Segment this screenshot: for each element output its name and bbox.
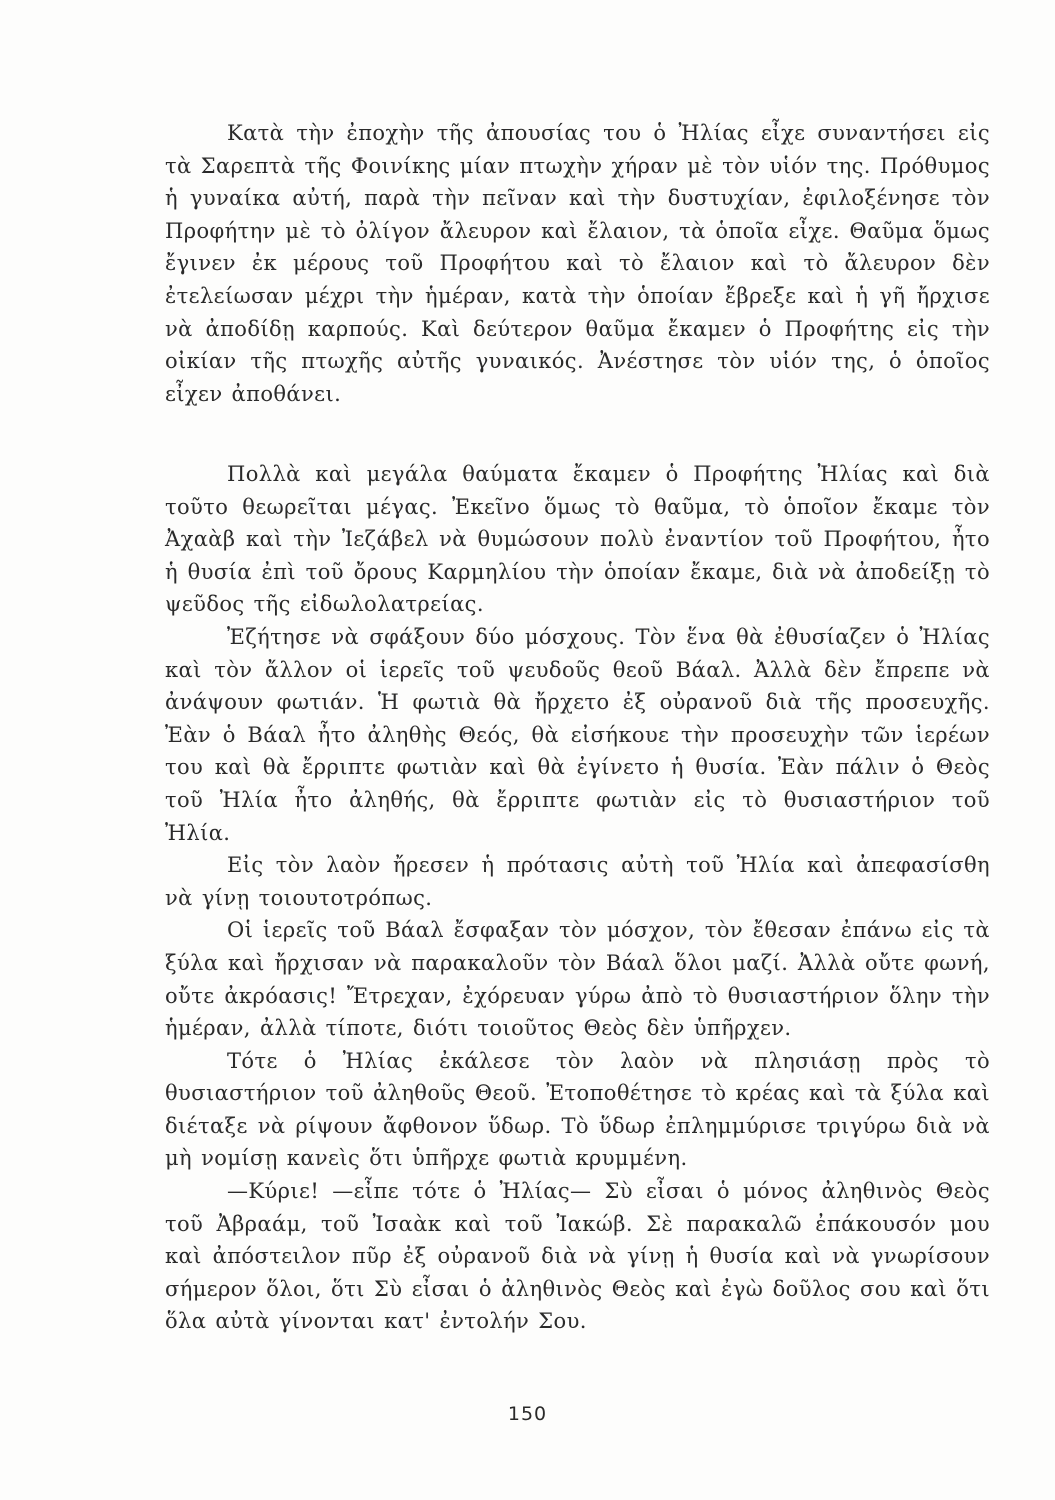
paragraph: Πολλὰ καὶ μεγάλα θαύματα ἔκαμεν ὁ Προφήτης Ἠλίας καὶ διὰ τοῦτο θεωρεῖται μέγας. Ἐκεῖνο ὅμως τὸ θαῦμα, τὸ ὁποῖον ἔκαμε τὸν Ἀχαὰβ καὶ τὴν Ἰεζάβελ νὰ θυμώσουν πολὺ ἐναντίον τοῦ Προφήτου, ἦτο ἡ θυσία ἐπὶ τοῦ ὄρους Καρμηλίου τὴν ὁποίαν ἔκαμε, διὰ νὰ ἀποδείξῃ τὸ ψεῦδος τῆς εἰδωλολατρείας. <box>165 462 990 617</box>
paragraph: Κατὰ τὴν ἐποχὴν τῆς ἀπουσίας του ὁ Ἠλίας εἶχε συναντήσει εἰς τὰ Σαρεπτὰ τῆς Φοινίκης μίαν πτωχὴν χήραν μὲ τὸν υἱόν της. Πρόθυμος ἡ γυναίκα αὐτή, παρὰ τὴν πεῖναν καὶ τὴν δυστυχίαν, ἐφιλοξένησε τὸν Προφήτην μὲ τὸ ὀλίγον ἄλευρον καὶ ἔλαιον, τὰ ὁποῖα εἶχε. Θαῦμα ὅμως ἔγινεν ἐκ μέρους τοῦ Προφήτου καὶ τὸ ἔλαιον καὶ τὸ ἄλευρον δὲν ἐτελείωσαν μέχρι τὴν ἡμέραν, κατὰ τὴν ὁποίαν ἔβρεξε καὶ ἡ γῆ ἤρχισε νὰ ἀποδίδῃ καρπούς. Καὶ δεύτερον θαῦμα ἔκαμεν ὁ Προφήτης εἰς τὴν οἰκίαν τῆς πτωχῆς αὐτῆς γυναικός. Ἀνέστησε τὸν υἱόν της, ὁ ὁποῖος εἶχεν ἀποθάνει. <box>165 121 990 406</box>
text-block-1 <box>165 117 990 410</box>
paragraph: —Κύριε! —εἶπε τότε ὁ Ἠλίας— Σὺ εἶσαι ὁ μόνος ἀληθινὸς Θεὸς τοῦ Ἀβραάμ, τοῦ Ἰσαὰκ καὶ τοῦ Ἰακώβ. Σὲ παρακαλῶ ἐπάκουσόν μου καὶ ἀπόστειλον πῦρ ἐξ οὐρανοῦ διὰ νὰ γίνῃ ἡ θυσία καὶ νὰ γνωρίσουν σήμερον ὅλοι, ὅτι Σὺ εἶσαι ὁ ἀληθινὸς Θεὸς καὶ ἐγὼ δοῦλος σου καὶ ὅτι ὅλα αὐτὰ γίνονται κατ' ἐντολήν Σου. <box>165 1179 990 1334</box>
paragraph: Τότε ὁ Ἠλίας ἐκάλεσε τὸν λαὸν νὰ πλησιάσῃ πρὸς τὸ θυσιαστήριον τοῦ ἀληθοῦς Θεοῦ. Ἐτοποθέτησε τὸ κρέας καὶ τὰ ξύλα καὶ διέταξε νὰ ρίψουν ἄφθονον ὕδωρ. Τὸ ὕδωρ ἐπλημμύρισε τριγύρω διὰ νὰ μὴ νομίσῃ κανεὶς ὅτι ὑπῆρχε φωτιὰ κρυμμένη. <box>165 1048 990 1171</box>
paragraph: Ἐζήτησε νὰ σφάξουν δύο μόσχους. Τὸν ἕνα θὰ ἐθυσίαζεν ὁ Ἠλίας καὶ τὸν ἄλλον οἱ ἱερεῖς τοῦ ψευδοῦς θεοῦ Βάαλ. Ἀλλὰ δὲν ἔπρεπε νὰ ἀνάψουν φωτιάν. Ἡ φωτιὰ θὰ ἤρχετο ἐξ οὐρανοῦ διὰ τῆς προσευχῆς. Ἐὰν ὁ Βάαλ ἦτο ἀληθὴς Θεός, θὰ εἰσήκουε τὴν προσευχὴν τῶν ἱερέων του καὶ θὰ ἔρριπτε φωτιὰν καὶ θὰ ἐγίνετο ἡ θυσία. Ἐὰν πάλιν ὁ Θεὸς τοῦ Ἠλία ἦτο ἀληθής, θὰ ἔρριπτε φωτιὰν εἰς τὸ θυσιαστήριον τοῦ Ἠλία. <box>165 624 990 845</box>
text-block-2 <box>165 458 990 1338</box>
paragraph: Οἱ ἱερεῖς τοῦ Βάαλ ἔσφαξαν τὸν μόσχον, τὸν ἔθεσαν ἐπάνω εἰς τὰ ξύλα καὶ ἤρχισαν νὰ παρακαλοῦν τὸν Βάαλ ὅλοι μαζί. Ἀλλὰ οὔτε φωνή, οὔτε ἀκρόασις! Ἔτρεχαν, ἐχόρευαν γύρω ἀπὸ τὸ θυσιαστήριον ὅλην τὴν ἡμέραν, ἀλλὰ τίποτε, διότι τοιοῦτος Θεὸς δὲν ὑπῆρχεν. <box>165 918 990 1041</box>
page-number: 150 <box>507 1403 548 1425</box>
paragraph: Εἰς τὸν λαὸν ἤρεσεν ἡ πρότασις αὐτὴ τοῦ Ἠλία καὶ ἀπεφασίσθη νὰ γίνῃ τοιουτοτρόπως. <box>165 853 990 910</box>
